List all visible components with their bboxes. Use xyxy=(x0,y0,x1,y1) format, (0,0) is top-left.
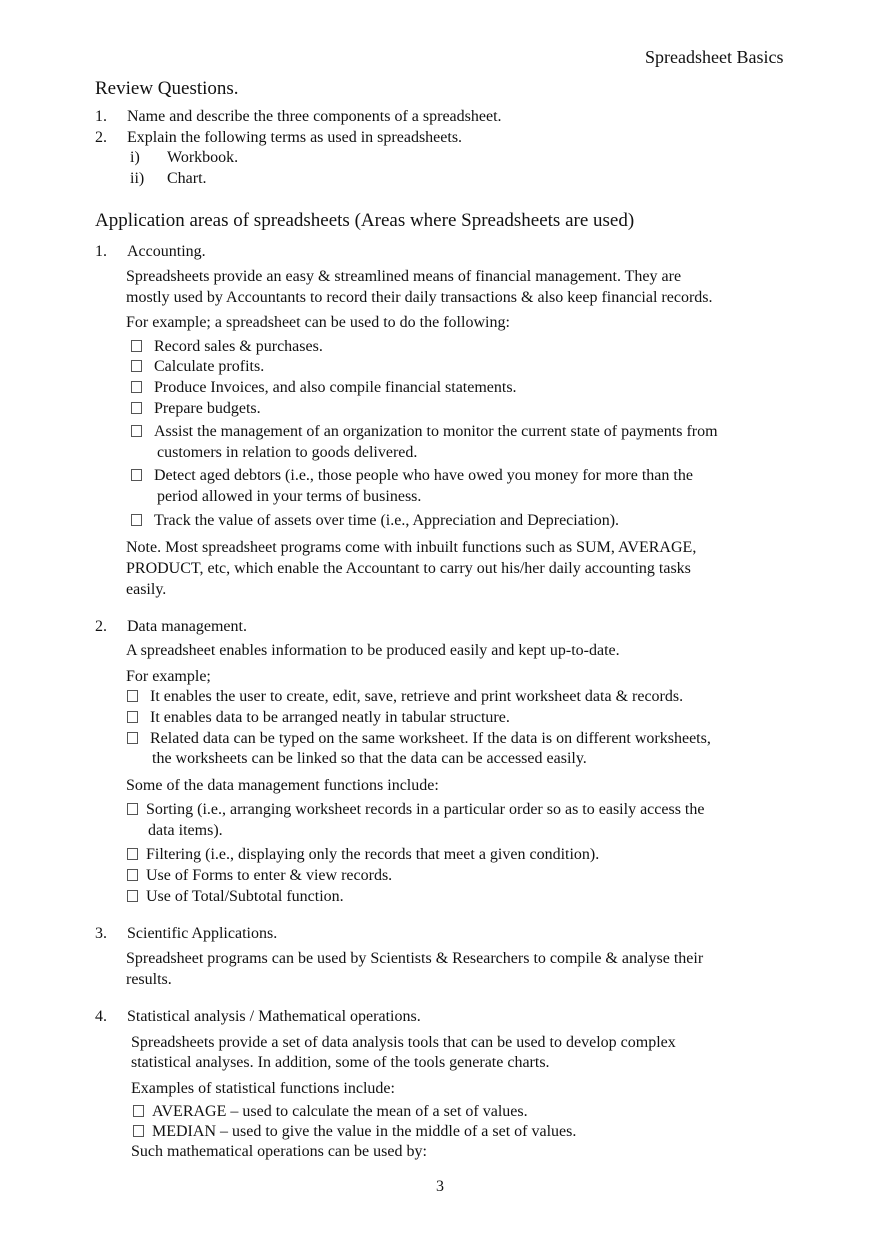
paragraph-line: mostly used by Accountants to record their daily transactions & also keep financial records. xyxy=(126,289,713,306)
checkbox-bullet-icon xyxy=(131,402,142,414)
checkbox-bullet-icon xyxy=(127,890,138,902)
list-item-continuation: data items). xyxy=(148,822,223,839)
note-line: easily. xyxy=(126,581,167,598)
review-item-1: Name and describe the three components of a spreadsheet. xyxy=(127,108,502,125)
note-line: PRODUCT, etc, which enable the Accountant to carry out his/her daily accounting tasks xyxy=(126,560,691,577)
lead-text: Examples of statistical functions include: xyxy=(131,1080,395,1097)
section-num-accounting: 1. xyxy=(95,243,107,260)
review-subnum-ii: ii) xyxy=(130,170,145,187)
paragraph-line: results. xyxy=(126,971,172,988)
list-item: MEDIAN – used to give the value in the middle of a set of values. xyxy=(133,1122,576,1142)
checkbox-bullet-icon xyxy=(127,690,138,702)
list-item: Assist the management of an organization to monitor the current state of payments from xyxy=(131,422,718,442)
list-item: Record sales & purchases. xyxy=(131,337,323,357)
review-num-1: 1. xyxy=(95,108,107,125)
section-title-accounting: Accounting. xyxy=(127,243,206,260)
section-title-science: Scientific Applications. xyxy=(127,925,278,942)
paragraph-line: Spreadsheet programs can be used by Scientists & Researchers to compile & analyse their xyxy=(126,950,704,967)
paragraph-line: Such mathematical operations can be used by: xyxy=(131,1143,427,1160)
list-item: Use of Total/Subtotal function. xyxy=(127,887,344,907)
list-item: Prepare budgets. xyxy=(131,399,261,419)
list-item-continuation: period allowed in your terms of business. xyxy=(157,488,422,505)
list-item: Use of Forms to enter & view records. xyxy=(127,866,392,886)
section-num-stats: 4. xyxy=(95,1008,107,1025)
checkbox-bullet-icon xyxy=(127,869,138,881)
checkbox-bullet-icon xyxy=(131,469,142,481)
list-item-continuation: the worksheets can be linked so that the data can be accessed easily. xyxy=(152,750,587,767)
checkbox-bullet-icon xyxy=(133,1125,144,1137)
lead-text: For example; xyxy=(126,668,211,685)
applications-heading: Application areas of spreadsheets (Areas where Spreadsheets are used) xyxy=(95,210,635,231)
page-number: 3 xyxy=(436,1178,444,1195)
section-title-data: Data management. xyxy=(127,618,247,635)
list-item: Calculate profits. xyxy=(131,357,264,377)
list-item: Related data can be typed on the same worksheet. If the data is on different worksheets, xyxy=(127,729,711,749)
paragraph-line: statistical analyses. In addition, some of the tools generate charts. xyxy=(131,1054,550,1071)
section-title-stats: Statistical analysis / Mathematical operations. xyxy=(127,1008,421,1025)
list-item: Produce Invoices, and also compile financial statements. xyxy=(131,378,517,398)
paragraph-line: Spreadsheets provide an easy & streamlined means of financial management. They are xyxy=(126,268,682,285)
checkbox-bullet-icon xyxy=(131,360,142,372)
list-item: Detect aged debtors (i.e., those people who have owed you money for more than the xyxy=(131,466,693,486)
checkbox-bullet-icon xyxy=(131,381,142,393)
checkbox-bullet-icon xyxy=(127,803,138,815)
review-item-2: Explain the following terms as used in spreadsheets. xyxy=(127,129,463,146)
checkbox-bullet-icon xyxy=(127,732,138,744)
list-item: Sorting (i.e., arranging worksheet records in a particular order so as to easily access the xyxy=(127,800,704,820)
checkbox-bullet-icon xyxy=(131,340,142,352)
paragraph-line: Spreadsheets provide a set of data analysis tools that can be used to develop complex xyxy=(131,1034,676,1051)
checkbox-bullet-icon xyxy=(131,425,142,437)
checkbox-bullet-icon xyxy=(127,848,138,860)
checkbox-bullet-icon xyxy=(127,711,138,723)
lead-text: For example; a spreadsheet can be used to do the following: xyxy=(126,314,510,331)
section-num-science: 3. xyxy=(95,925,107,942)
checkbox-bullet-icon xyxy=(133,1105,144,1117)
list-item: Filtering (i.e., displaying only the records that meet a given condition). xyxy=(127,845,599,865)
list-item: AVERAGE – used to calculate the mean of a set of values. xyxy=(133,1102,528,1122)
running-header: Spreadsheet Basics xyxy=(645,47,784,67)
section-num-data: 2. xyxy=(95,618,107,635)
list-item-continuation: customers in relation to goods delivered. xyxy=(157,444,418,461)
list-item: It enables data to be arranged neatly in tabular structure. xyxy=(127,708,510,728)
list-item: Track the value of assets over time (i.e., Appreciation and Depreciation). xyxy=(131,511,619,531)
lead-text: Some of the data management functions include: xyxy=(126,777,439,794)
review-heading: Review Questions. xyxy=(95,78,239,99)
list-item: It enables the user to create, edit, save, retrieve and print worksheet data & records. xyxy=(127,687,683,707)
review-subitem-i: Workbook. xyxy=(167,149,239,166)
paragraph-line: A spreadsheet enables information to be produced easily and kept up-to-date. xyxy=(126,642,620,659)
review-num-2: 2. xyxy=(95,129,107,146)
review-subitem-ii: Chart. xyxy=(167,170,207,187)
checkbox-bullet-icon xyxy=(131,514,142,526)
note-line: Note. Most spreadsheet programs come with inbuilt functions such as SUM, AVERAGE, xyxy=(126,539,697,556)
review-subnum-i: i) xyxy=(130,149,140,166)
